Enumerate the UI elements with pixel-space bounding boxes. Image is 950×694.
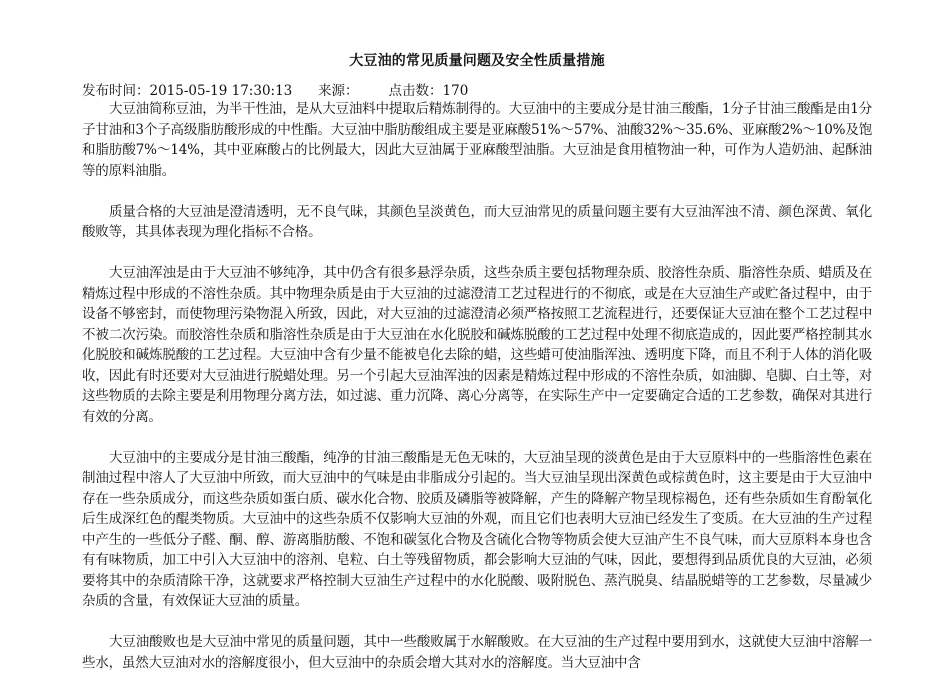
article-title: 大豆油的常见质量问题及安全性质量措施 [349,53,605,69]
paragraph: 大豆油酸败也是大豆油中常见的质量问题，其中一些酸败属于水解酸败。在大豆油的生产过程中要用到水，这就使大豆油中溶解一些水，虽然大豆油对水的溶解度很小，但大豆油中的杂质会增大其对水的溶解度。当大豆油中含 [82,634,872,671]
paragraph: 大豆油中的主要成分是甘油三酸酯，纯净的甘油三酸酯是无色无味的，大豆油呈现的淡黄色是由于大豆原料中的一些脂溶性色素在制油过程中溶人了大豆油中所致，而大豆油中的气味是由非脂成分引起的。当大豆油呈现出深黄色或棕黄色时，这主要是由于大豆油中存在一些杂质成分，而这些杂质如蛋白质、碳水化合物、胶质及磷脂等被降解，产生的降解产物呈现棕褐色，还有些杂质如生育酚氧化后生成深红色的醌类物质。大豆油中的这些杂质不仅影响大豆油的外观，而且它们也表明大豆油已经发生了变质。在大豆油的生产过程中产生的一些低分子醛、酮、醇、游离脂肪酸、不饱和碳氢化合物及含硫化合物等物质会使大豆油产生不良气味，而大豆原料本身也含有有味物质，加工中引入大豆油中的溶剂、皂粒、白土等残留物质，都会影响大豆油的气味，因此，要想得到品质优良的大豆油，必须要将其中的杂质清除干净，这就要求严格控制大豆油生产过程中的水化脱酸、吸附脱色、蒸汽脱臭、结晶脱蜡等的工艺参数，尽量减少杂质的含量，有效保证大豆油的质量。 [82,449,872,609]
article-body [82,99,872,694]
paragraph: 质量合格的大豆油是澄清透明，无不良气昧，其颜色呈淡黄色，而大豆油常见的质量问题主要有大豆油浑浊不清、颜色深黄、氧化酸败等，其具体表现为理化指标不合格。 [82,203,872,240]
article-meta: 发布时间：2015-05-19 17:30:13 来源： 点击数：170 [82,83,469,99]
paragraph: 大豆油简称豆油，为半干性油，是从大豆油料中提取后精炼制得的。大豆油中的主要成分是甘油三酸酯，1分子甘油三酸酯是由1分子甘油和3个子高级脂肪酸形成的中性酯。大豆油中脂肪酸组成主要是亚麻酸51%～57%、油酸32%～35.6%、亚麻酸2%～10%及饱和脂肪酸7%～14%，其中亚麻酸占的比例最大，因此大豆油属于亚麻酸型油脂。大豆油是食用植物油一种，可作为人造奶油、起酥油等的原料油脂。 [82,101,872,179]
paragraph: 大豆油浑浊是由于大豆油不够纯净，其中仍含有很多悬浮杂质，这些杂质主要包括物理杂质、胶溶性杂质、脂溶性杂质、蜡质及在精炼过程中形成的不溶性杂质。其中物理杂质是由于大豆油的过滤澄清工艺过程进行的不彻底，或是在大豆油生产或贮备过程中，由于设备不够密封，而使物理污染物混入所致，因此，对大豆油的过滤澄清必须严格按照工艺流程进行，还要保证大豆油在整个工艺过程中不被二次污染。而胶溶性杂质和脂溶性杂质是由于大豆油在水化脱胶和碱炼脱酸的工艺过程中处理不彻底造成的，因此要严格控制其水化脱胶和碱炼脱酸的工艺过程。大豆油中含有少量不能被皂化去除的蜡，这些蜡可使油脂浑浊、透明度下降，而且不利于人体的消化吸收，因此有时还要对大豆油进行脱蜡处理。另一个引起大豆油浑浊的因素是精炼过程中形成的不溶性杂质，如油脚、皂脚、白土等，对这些物质的去除主要是利用物理分离方法，如过滤、重力沉降、离心分离等，在实际生产中一定要确定合适的工艺参数，确保对其进行有效的分离。 [82,265,872,425]
